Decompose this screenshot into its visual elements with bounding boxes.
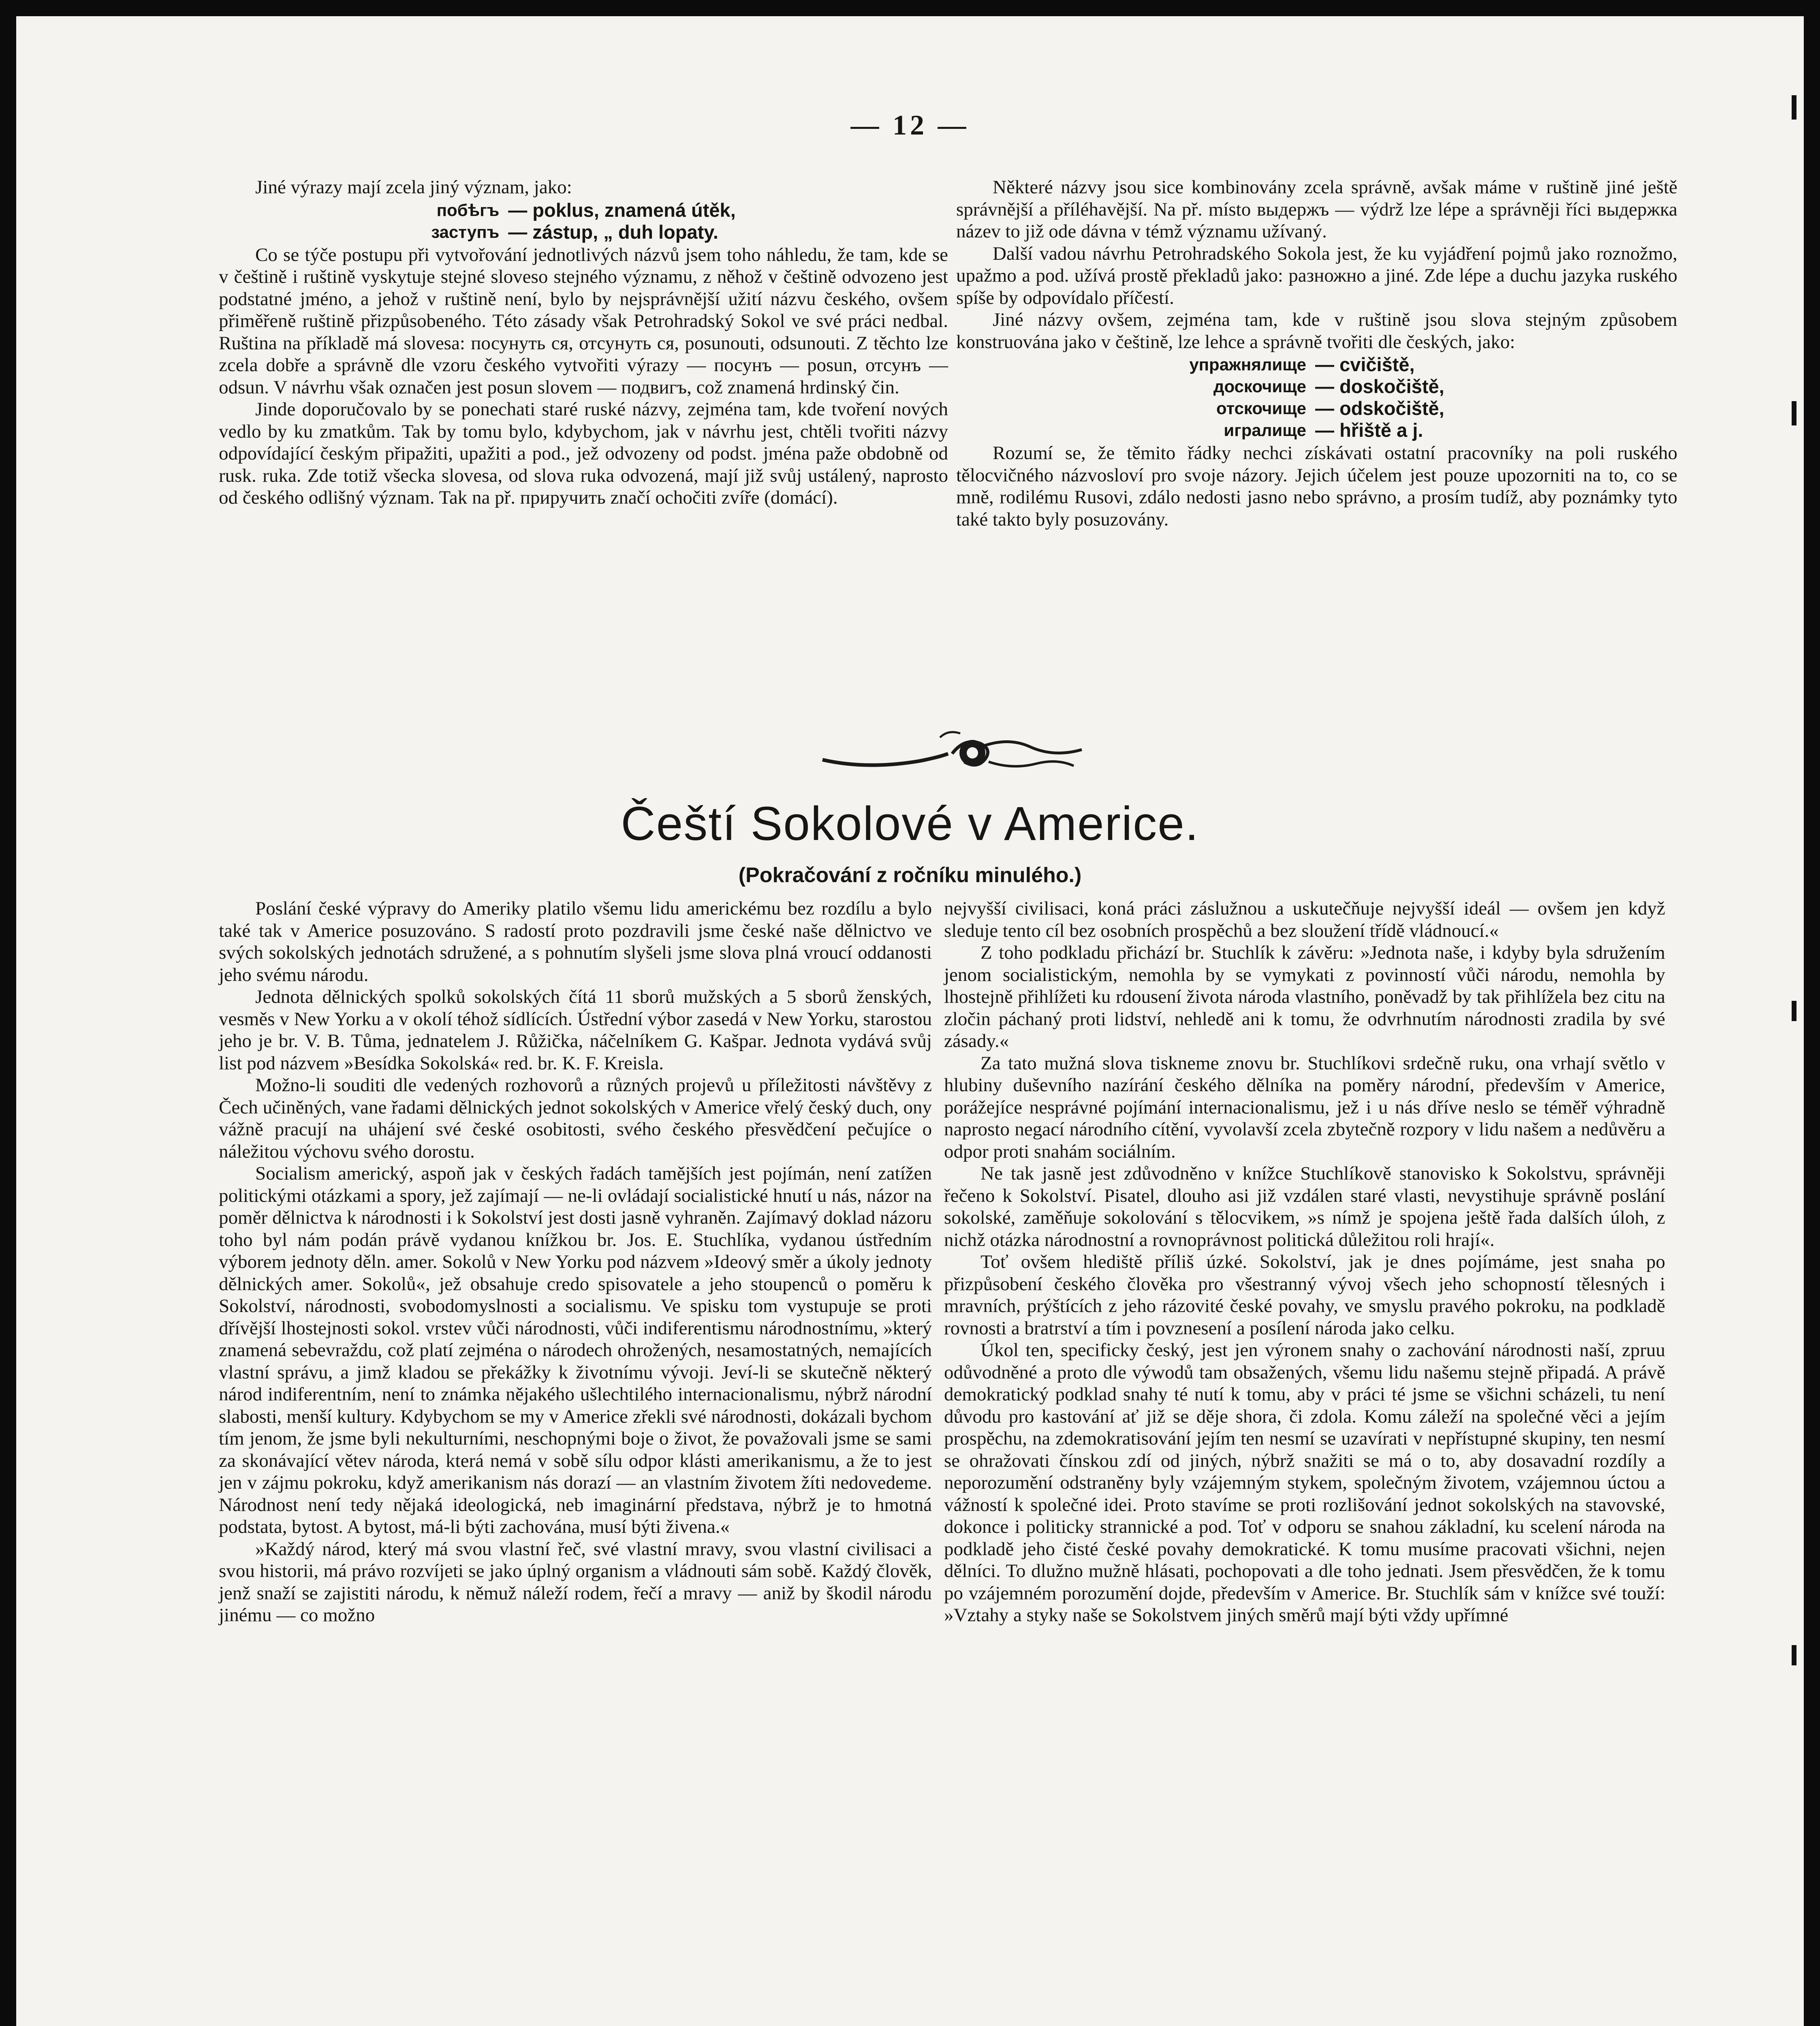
page-sheet — [16, 16, 1804, 2026]
top-right-column — [956, 176, 1677, 530]
edge-mark — [1792, 1001, 1797, 1021]
paragraph: Ne tak jasně jest zdůvodněno v knížce Stuchlíkově stanovisko k Sokolstvu, správněji řečeno k Sokolství. Pisatel, dlouho asi již vzdálen staré vlasti, nevystihuje správně poslání sokolské, zaměňuje sokolování s tělocvikem, »s nímž je spojena ještě řada dalších úloh, z nichž otázka národnostní a rovnoprávnost politická důležitou roli hrají«. — [944, 1163, 1665, 1250]
paragraph: Úkol ten, specificky český, jest jen výronem snahy o zachování národnosti naší, zpruu odůvodněné a proto dle výwodů tam obsažených, všemu lidu našemu stejně připadá. A právě demokratický podklad snahy té nutí k tomu, aby v práci té jsme se všichni scházeli, tu není důvodu pro kastování ať již se děje shora, či zdola. Komu záleží na společné věci a jejím prospěchu, na zdemokratisování jejím ten nesmí se uzavírati v nepřístupné skupiny, ten nesmí se ohražovati čínskou zdí od jiných, nýbrž snažiti se má o to, aby dosavadní rozdíly a neporozumění odstraněny byly vzájemným stykem, společným životem, vzájemnou úctou a vážností k společné idei. Proto stavíme se proti rozlišování jednot sokolských na stavovské, dokonce i politicky strannické a pod. Toť v odporu se snahou základní, ku scelení národa na podkladě jeho čisté české povahy demokratické. K tomu musíme pracovati všichni, nejen dělníci. To dlužno mužně hlásati, pochopovati a dle toho jednati. Jsem přesvědčen, že k tomu po vzájemném porozumění dojde, především v Americe. Br. Stuchlík sám v knížce své touží: »Vztahy a styky naše se Sokolstvem jiných směrů mají býti vždy upřímné — [944, 1340, 1665, 1626]
czech-term: — cvičiště, — [1315, 354, 1415, 375]
page-number: — 12 — — [850, 110, 970, 141]
paragraph: Jiné názvy ovšem, zejména tam, kde v ruštině jsou slova stejným způsobem konstruována jako v češtině, lze lehce a správně tvořiti dle českých, jako: — [956, 309, 1677, 353]
paragraph: Poslání české výpravy do Ameriky platilo všemu lidu americkému bez rozdílu a bylo také tak v Americe posuzováno. S radostí proto pozdravili jsme české naše dělnictvo ve svých sokolských jednotách sdružené, a s pohnutím slyšeli jsme slova plná vroucí oddanosti jeho svému národu. — [219, 898, 932, 985]
article-subtitle: (Pokračování z ročníku minulého.) — [738, 863, 1082, 887]
paragraph: Další vadou návrhu Petrohradského Sokola jest, že ku vyjádření pojmů jako roznožmo, upažmo a pod. užívá prostě překladů jako: разножно a jiné. Zde lépe a duchu jazyka ruského spíše by odpovídalo příčestí. — [956, 243, 1677, 308]
czech-term: — hřiště a j. — [1315, 419, 1423, 441]
russian-term: отскочище — [1216, 399, 1307, 418]
russian-term: заступъ — [431, 222, 500, 241]
paragraph: Za tato mužná slova tiskneme znovu br. Stuchlíkovi srdečně ruku, ona vrhají světlo v hlubiny duševního nazírání českého dělníka na poměry národní, především v Americe, porážejíce nesprávné pojímání internacionalismu, jež i u nás dříve neslo se téměř výhradně naprosto negací národního cítění, vyvolavší zcela zbytečně rozpory v lidu našem a nedůvěru a odpor proti snahám sociálním. — [944, 1052, 1665, 1162]
paragraph: nejvyšší civilisaci, koná práci záslužnou a uskutečňuje nejvyšší ideál — ovšem jen když sleduje tento cíl bez osobních prospěchů a bez sloužení třídě vládnoucí.« — [944, 898, 1665, 941]
paragraph: Toť ovšem hlediště příliš úzké. Sokolství, jak je dnes pojímáme, jest snaha po přizpůsobení českého člověka pro všestranný vývoj všech jeho schopností tělesných i mravních, prýštících z jeho rázovité české povahy, ve smyslu pravého pokroku, na podkladě rovnosti a bratrství a tím i povznesení a posílení národa jako celku. — [944, 1251, 1665, 1339]
russian-term: доскочище — [1213, 377, 1307, 396]
paragraph: »Každý národ, který má svou vlastní řeč, své vlastní mravy, svou vlastní civilisaci a svou historii, má právo rozvíjeti se jako úplný organism a vládnouti sám sobě. Každý člověk, jenž snaží se zajistiti národu, k němuž náleží rodem, řečí a mravy — aniž by škodil národu jinému — co možno — [219, 1538, 932, 1626]
paragraph: Možno-li souditi dle vedených rozhovorů a různých projevů u příležitosti návštěvy z Čech učiněných, vane řadami dělnických jednot sokolských v Americe vřelý český duch, ony vážně pracují na uhájení své české osobitosti, svého českého přesvědčení pečujíce o náležitou výchovu svého dorostu. — [219, 1075, 932, 1162]
paragraph: Z toho podkladu přichází br. Stuchlík k závěru: »Jednota naše, i kdyby byla sdružením jenom socialistickým, nemohla by se vymykati z povinností vůči národu, nemohla by lhostejně přihlížeti ku rdousení života národa vlastního, poněvadž by tak přihlížela bez citu na zločin páchaný proti lidství, nehledě ani k tomu, že odvrhnutím národnosti zradila by své zásady.« — [944, 942, 1665, 1051]
term-pairs — [219, 199, 948, 243]
paragraph: Rozumí se, že těmito řádky nechci získávati ostatní pracovníky na poli ruského tělocvičného názvosloví pro svoje názory. Jejich účelem jest pouze upozorniti na to, co se mně, rodilému Rusovi, zdálo nedosti jasno nebo správno, a prosím tudíž, aby poznámky tyto také takto byly posuzovány. — [956, 442, 1677, 530]
paragraph: Socialism americký, aspoň jak v českých řadách tamějších jest pojímán, není zatížen politickými otázkami a spory, jež zajímají — ne-li ovládají socialistické hnutí u nás, názor na poměr dělnictva k národnosti i k Sokolství jest dosti jasně vyhraněn. Zajímavý doklad názoru toho byl nám podán právě vydanou knížkou br. Jos. E. Stuchlíka, vydanou ústředním výborem jednoty děln. amer. Sokolů v New Yorku pod názvem »Ideový směr a úkoly jednoty dělnických amer. Sokolů«, jež obsahuje credo spisovatele a jeho stoupenců o poměru k Sokolství, národnosti, svobodomyslnosti a socialismu. Ve spisku tom vystupuje se proti dřívější lhostejnosti sokol. vrstev vůči národnosti, vůči indiferentismu národnostnímu, »který znamená sebevraždu, což platí zejména o národech ohrožených, nesamostatných, nemajících vlastní správu, a jimž kladou se překážky k životnímu vývoji. Jeví-li se skutečně některý národ indiferentním, není to známka nějakého ušlechtilého internacionalismu, nýbrž národní slabosti, menší kultury. Kdybychom se my v Americe zřekli své národnosti, dokázali bychom tím jenom, že jsme byli nekulturními, neschopnými boje o život, že považovali jsme se sami za skonávající větev národa, která nemá v sobě sílu odpor klásti amerikanismu, a že to jest jen v zájmu pokroku, když amerikanism nás dorazí — an vlastním životem žíti nedovedeme. Národnost není tedy nějaká ideologická, neb imaginární představa, nýbrž je to hmotná podstata, bytost. A bytost, má-li býti zachována, musí býti živena.« — [219, 1163, 932, 1537]
russian-term: упражнялище — [1189, 355, 1307, 374]
czech-term: — poklus, znamená útěk, — [508, 199, 736, 221]
paragraph: Co se týče postupu při vytvořování jednotlivých názvů jsem toho náhledu, že tam, kde se v češtině i ruštině vyskytuje stejné sloveso stejného významu, z něhož v češtině odvozeno jest podstatné jméno, a jehož v ruštině není, bylo by nejsprávnější užití názvu českého, ovšem přiměřeně ruštině přizpůsobeného. Této zásady však Petrohradský Sokol ve své práci nedbal. Ruština na příkladě má slovesa: посунуть ся, отсунуть ся, posunouti, odsunouti. Z těchto lze zcela dobře a správně dle vzoru českého vytvořiti výrazy — посунъ — posun, отсунъ — odsun. V návrhu však označen jest posun slovem — подвигъ, což znamená hrdinský čin. — [219, 244, 948, 398]
term-pairs — [956, 354, 1677, 441]
paragraph: Jiné výrazy mají zcela jiný význam, jako: — [255, 177, 572, 198]
edge-mark — [1792, 401, 1797, 425]
paragraph: Jinde doporučovalo by se ponechati staré ruské názvy, zejména tam, kde tvoření nových vedlo by ku zmatkům. Tak by tomu bylo, kdybychom, jak v návrhu jest, chtěli tvořiti názvy odpovídající českým připažiti, upažiti a pod., jež odvozeny od podst. jména paže obdobně od rusk. ruka. Zde totiž všecka slovesa, od slova ruka odvozená, mají již svůj ustálený, naprosto od českého odlišný význam. Tak na př. приручить značí ochočiti zvíře (domácí). — [219, 399, 948, 508]
czech-term: — zástup, „ duh lopaty. — [508, 221, 718, 243]
ornament-divider-icon — [818, 721, 1086, 786]
russian-term: игралище — [1224, 421, 1307, 440]
edge-mark — [1792, 1645, 1797, 1665]
bottom-right-column — [944, 898, 1665, 1626]
article-title: Čeští Sokolové v Americe. — [621, 797, 1199, 851]
bottom-left-column — [219, 898, 932, 1626]
czech-term: — odskočiště, — [1315, 398, 1444, 419]
russian-term: побѣгъ — [436, 200, 500, 220]
paragraph: Jednota dělnických spolků sokolských čítá 11 sborů mužských a 5 sborů ženských, vesměs v New Yorku a v okolí téhož sídlících. Ústřední výbor zasedá v New Yorku, starostou jeho je br. V. B. Tůma, jednatelem J. Růžička, náčelníkem G. Kašpar. Jednota vydává svůj list pod názvem »Besídka Sokolská« red. br. K. F. Kreisla. — [219, 986, 932, 1074]
paragraph: Některé názvy jsou sice kombinovány zcela správně, avšak máme v ruštině jiné ještě správnější a příléhavější. Na př. místo выдержъ — výdrž lze lépe a správněji říci выдержка název to již ode dávna v témž významu užívaný. — [956, 177, 1677, 242]
edge-mark — [1792, 95, 1797, 120]
czech-term: — doskočiště, — [1315, 376, 1444, 397]
top-left-column — [219, 176, 948, 509]
